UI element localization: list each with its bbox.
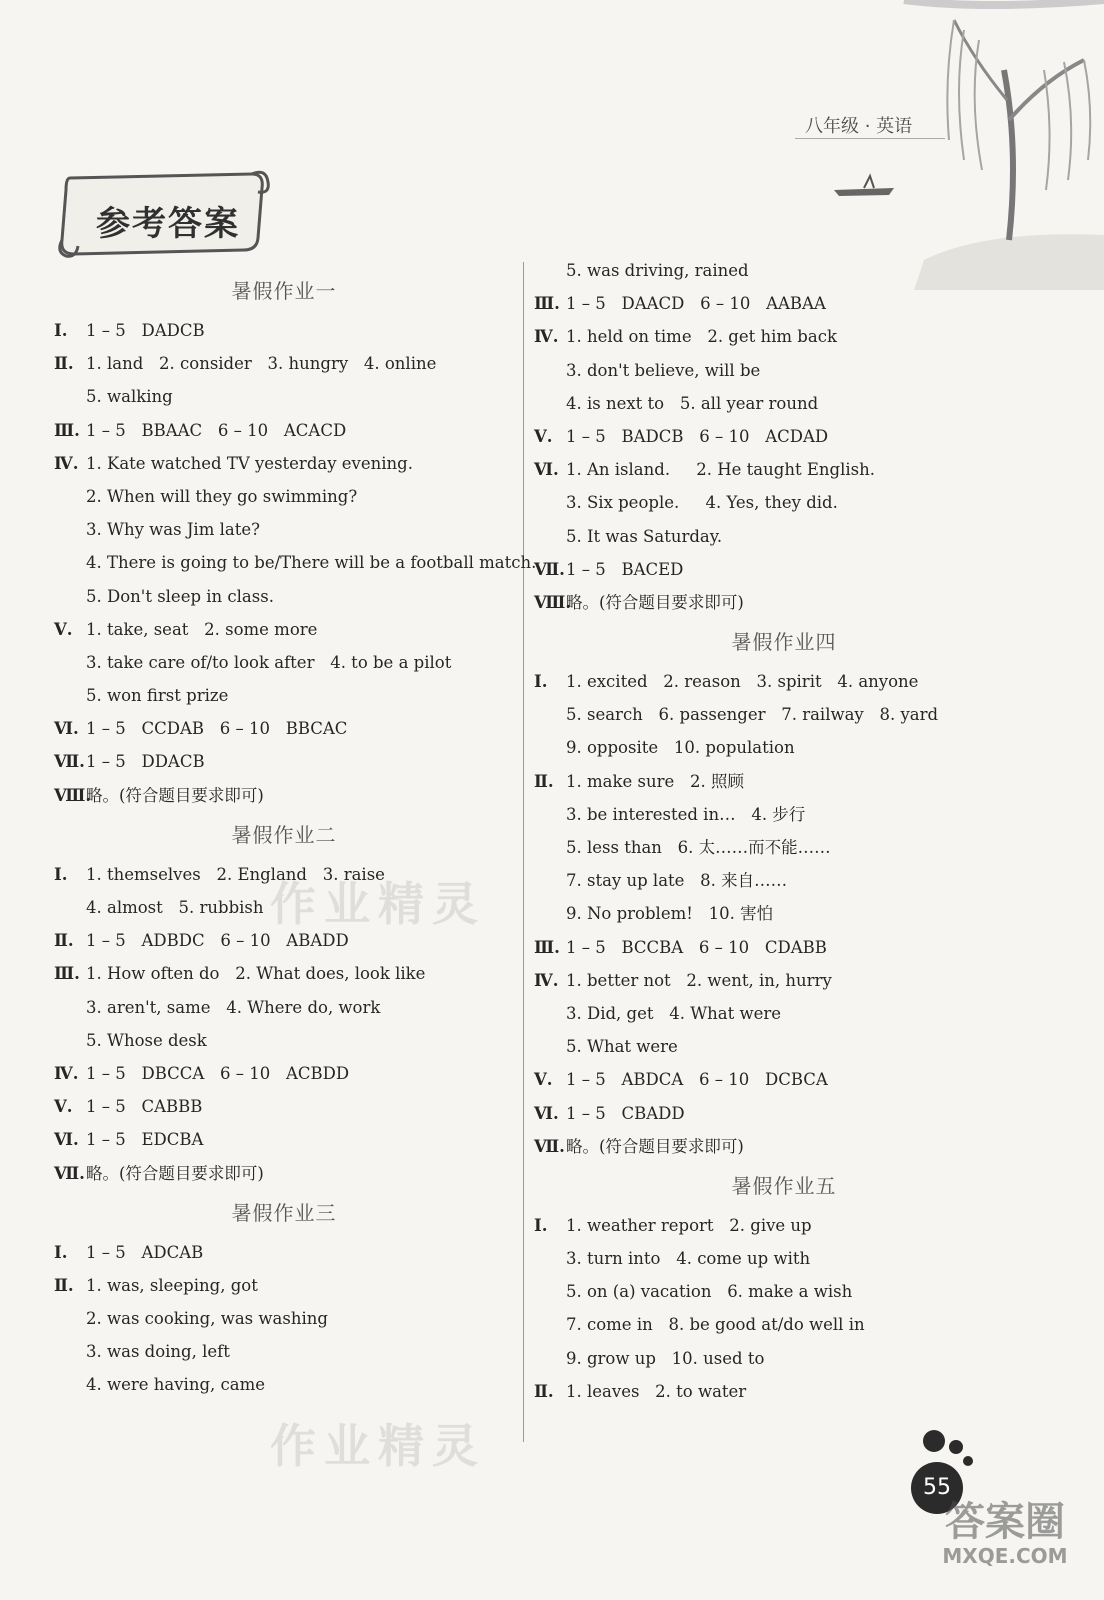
answer-text: 5. search 6. passenger 7. railway 8. yard bbox=[566, 705, 939, 725]
site-watermark bbox=[920, 1500, 1090, 1568]
question-number: Ⅷ. bbox=[534, 592, 572, 612]
answer-text: 4. were having, came bbox=[86, 1375, 266, 1395]
answer-line bbox=[54, 1236, 514, 1269]
watermark-text: 作业精灵 bbox=[270, 1419, 486, 1473]
question-number: Ⅵ. bbox=[534, 460, 559, 480]
question-number: Ⅵ. bbox=[54, 719, 79, 739]
answer-text: 3. be interested in… 4. 步行 bbox=[566, 804, 806, 824]
answer-line bbox=[534, 831, 1034, 864]
question-number: Ⅵ. bbox=[534, 1103, 559, 1123]
answer-text: 9. opposite 10. population bbox=[566, 738, 795, 758]
answer-text: 1 – 5 CABBB bbox=[86, 1097, 203, 1117]
answer-text: 1. take, seat 2. some more bbox=[86, 619, 318, 639]
answer-text: 7. come in 8. be good at/do well in bbox=[566, 1315, 865, 1335]
answer-line bbox=[54, 414, 514, 447]
answer-text: 1 – 5 DBCCA 6 – 10 ACBDD bbox=[86, 1063, 350, 1083]
answer-line bbox=[534, 1342, 1034, 1375]
answer-line bbox=[534, 387, 1034, 420]
answer-text: 1. held on time 2. get him back bbox=[566, 327, 837, 347]
answer-text: 1. make sure 2. 照顾 bbox=[566, 771, 744, 791]
answer-line bbox=[54, 546, 537, 579]
watermark-text: 作业精灵 bbox=[270, 877, 486, 931]
answer-line bbox=[534, 731, 1034, 764]
answer-text: 5. less than 6. 太……而不能…… bbox=[566, 838, 831, 857]
answer-line bbox=[54, 957, 514, 990]
answer-line bbox=[54, 712, 514, 745]
right-answer-column bbox=[534, 254, 1034, 1408]
answer-line bbox=[54, 613, 514, 646]
answer-title-banner bbox=[52, 168, 272, 260]
answer-line bbox=[54, 513, 514, 546]
answer-line bbox=[534, 1275, 1034, 1308]
answer-line bbox=[54, 380, 514, 413]
section-title: 暑假作业三 bbox=[231, 1200, 337, 1225]
question-number: Ⅴ. bbox=[54, 619, 73, 639]
answer-line bbox=[54, 679, 514, 712]
answer-line bbox=[534, 798, 1034, 831]
answer-text: 3. don't believe, will be bbox=[566, 360, 761, 380]
answer-text: 1 – 5 EDCBA bbox=[86, 1130, 204, 1150]
answer-text: 1. themselves 2. England 3. raise bbox=[86, 864, 385, 884]
answer-text: 1 – 5 BACED bbox=[566, 559, 684, 579]
answer-text: 1. weather report 2. give up bbox=[566, 1215, 812, 1235]
answer-text: 1 – 5 BADCB 6 – 10 ACDAD bbox=[566, 426, 829, 446]
answer-line bbox=[54, 447, 514, 480]
answer-line bbox=[534, 1030, 1034, 1063]
answer-line bbox=[54, 314, 514, 347]
answer-line bbox=[534, 320, 1034, 353]
answer-text: 3. Did, get 4. What were bbox=[566, 1003, 782, 1023]
answer-text: 1 – 5 ABDCA 6 – 10 DCBCA bbox=[566, 1070, 828, 1090]
answer-line bbox=[534, 931, 1034, 964]
answer-text: 1 – 5 DDACB bbox=[86, 752, 205, 772]
answer-text: 4. is next to 5. all year round bbox=[566, 393, 819, 413]
question-number: Ⅱ. bbox=[534, 771, 554, 791]
left-answer-column bbox=[54, 268, 537, 1402]
question-number: Ⅳ. bbox=[534, 970, 559, 990]
answer-text: 略。(符合题目要求即可) bbox=[86, 1163, 264, 1183]
site-watermark-name: 答案圈 bbox=[945, 1499, 1065, 1545]
answer-line bbox=[534, 520, 1034, 553]
question-number: Ⅵ. bbox=[54, 1130, 79, 1150]
question-number: Ⅲ. bbox=[54, 420, 80, 440]
answer-line bbox=[534, 698, 1034, 731]
answer-text: 4. There is going to be/There will be a football match. bbox=[86, 553, 537, 573]
column-divider bbox=[523, 262, 524, 1442]
answer-text: 略。(符合题目要求即可) bbox=[566, 592, 744, 612]
ink-landscape-illustration bbox=[804, 0, 1104, 290]
page-number: 55 bbox=[911, 1462, 963, 1514]
answer-text: 3. was doing, left bbox=[86, 1342, 230, 1362]
answer-text: 1. was, sleeping, got bbox=[86, 1275, 258, 1295]
question-number: Ⅶ. bbox=[54, 752, 85, 772]
question-number: Ⅴ. bbox=[534, 1070, 553, 1090]
grade-subject-label: 八年级 · 英语 bbox=[805, 116, 913, 137]
section-title: 暑假作业五 bbox=[731, 1173, 837, 1198]
answer-text: 略。(符合题目要求即可) bbox=[566, 1136, 744, 1156]
answer-text: 5. was driving, rained bbox=[566, 261, 749, 280]
answer-line bbox=[54, 1024, 514, 1057]
question-number: Ⅴ. bbox=[54, 1097, 73, 1117]
question-number: Ⅰ. bbox=[54, 1242, 68, 1262]
answer-line bbox=[534, 453, 1034, 486]
answer-line bbox=[534, 997, 1034, 1030]
answer-line bbox=[534, 765, 1034, 798]
decorative-dot bbox=[963, 1456, 973, 1466]
answer-text: 1. excited 2. reason 3. spirit 4. anyone bbox=[566, 672, 919, 692]
answer-line bbox=[534, 1097, 1034, 1130]
answer-text: 5. It was Saturday. bbox=[566, 526, 723, 546]
answer-line bbox=[534, 1130, 1034, 1163]
answer-text: 略。(符合题目要求即可) bbox=[86, 785, 264, 805]
answer-text: 3. take care of/to look after 4. to be a pilot bbox=[86, 652, 452, 672]
answer-text: 1 – 5 CCDAB 6 – 10 BBCAC bbox=[86, 719, 348, 739]
question-number: Ⅷ. bbox=[54, 785, 92, 805]
question-number: Ⅶ. bbox=[534, 1136, 565, 1156]
answer-text: 1. land 2. consider 3. hungry 4. online bbox=[86, 354, 437, 374]
section-title: 暑假作业四 bbox=[731, 630, 837, 655]
answer-line bbox=[534, 1242, 1034, 1275]
question-number: Ⅲ. bbox=[534, 937, 560, 957]
answer-text: 5. on (a) vacation 6. make a wish bbox=[566, 1282, 853, 1302]
answer-text: 1. leaves 2. to water bbox=[566, 1381, 747, 1401]
answer-line bbox=[534, 665, 1034, 698]
answer-text: 1 – 5 ADBDC 6 – 10 ABADD bbox=[86, 931, 349, 951]
answer-line bbox=[54, 480, 514, 513]
answer-line bbox=[534, 964, 1034, 997]
answer-line bbox=[534, 254, 1034, 287]
question-number: Ⅳ. bbox=[534, 327, 559, 347]
answer-line bbox=[54, 347, 514, 380]
answer-line bbox=[54, 991, 514, 1024]
decorative-dot bbox=[949, 1440, 963, 1454]
answer-line bbox=[534, 553, 1034, 586]
answer-line bbox=[534, 586, 1034, 619]
question-number: Ⅱ. bbox=[54, 931, 74, 951]
answer-text: 1 – 5 DAACD 6 – 10 AABAA bbox=[566, 294, 826, 314]
question-number: Ⅱ. bbox=[54, 1275, 74, 1295]
answer-text: 5. won first prize bbox=[86, 686, 229, 706]
answer-text: 5. Don't sleep in class. bbox=[86, 586, 274, 606]
answer-text: 1 – 5 BCCBA 6 – 10 CDABB bbox=[566, 937, 827, 957]
question-number: Ⅰ. bbox=[534, 1215, 548, 1235]
header-divider bbox=[795, 138, 945, 139]
answer-text: 1. An island. 2. He taught English. bbox=[566, 460, 875, 480]
answer-text: 7. stay up late 8. 来自…… bbox=[566, 871, 788, 891]
answer-line bbox=[534, 1063, 1034, 1096]
decorative-dot bbox=[923, 1430, 945, 1452]
answer-text: 1 – 5 DADCB bbox=[86, 321, 205, 340]
question-number: Ⅳ. bbox=[54, 1063, 79, 1083]
question-number: Ⅶ. bbox=[54, 1163, 85, 1183]
answer-text: 5. Whose desk bbox=[86, 1030, 207, 1050]
answer-line bbox=[54, 580, 514, 613]
question-number: Ⅰ. bbox=[534, 672, 548, 692]
answer-line bbox=[534, 287, 1034, 320]
question-number: Ⅰ. bbox=[54, 321, 68, 340]
section-title: 暑假作业二 bbox=[231, 822, 337, 847]
answer-text: 1. better not 2. went, in, hurry bbox=[566, 970, 832, 990]
answer-text: 9. grow up 10. used to bbox=[566, 1348, 765, 1368]
answer-line bbox=[54, 646, 514, 679]
answer-line bbox=[534, 897, 1034, 930]
answer-line bbox=[534, 420, 1034, 453]
question-number: Ⅲ. bbox=[534, 294, 560, 314]
answer-text: 3. aren't, same 4. Where do, work bbox=[86, 997, 381, 1017]
site-watermark-url: MXQE.COM bbox=[942, 1544, 1068, 1568]
answer-line bbox=[54, 1302, 514, 1335]
answer-text: 2. was cooking, was washing bbox=[86, 1309, 328, 1329]
question-number: Ⅶ. bbox=[534, 559, 565, 579]
answer-text: 2. When will they go swimming? bbox=[86, 486, 358, 506]
answer-line bbox=[54, 779, 514, 812]
answer-line bbox=[54, 1269, 514, 1302]
answer-text: 1. How often do 2. What does, look like bbox=[86, 964, 426, 984]
answer-line bbox=[534, 1308, 1034, 1341]
question-number: Ⅴ. bbox=[534, 426, 553, 446]
answer-text: 1. Kate watched TV yesterday evening. bbox=[86, 453, 413, 473]
answer-line bbox=[54, 1057, 514, 1090]
answer-text: 4. almost 5. rubbish bbox=[86, 898, 264, 917]
answer-text: 5. What were bbox=[566, 1037, 678, 1057]
answer-text: 3. Why was Jim late? bbox=[86, 520, 260, 540]
answer-line bbox=[534, 1375, 1034, 1408]
answer-text: 3. turn into 4. come up with bbox=[566, 1249, 811, 1269]
answer-line bbox=[534, 1209, 1034, 1242]
answer-text: 9. No problem! 10. 害怕 bbox=[566, 904, 774, 924]
answer-line bbox=[54, 1123, 514, 1156]
answer-line bbox=[54, 1090, 514, 1123]
answer-line bbox=[54, 1157, 514, 1190]
answer-title: 参考答案 bbox=[96, 204, 240, 244]
answer-line bbox=[534, 354, 1034, 387]
question-number: Ⅲ. bbox=[54, 964, 80, 984]
answer-text: 1 – 5 ADCAB bbox=[86, 1242, 204, 1262]
answer-line bbox=[534, 486, 1034, 519]
section-title: 暑假作业一 bbox=[231, 279, 337, 303]
answer-text: 1 – 5 CBADD bbox=[566, 1103, 685, 1123]
answer-text: 3. Six people. 4. Yes, they did. bbox=[566, 493, 838, 513]
question-number: Ⅱ. bbox=[534, 1381, 554, 1401]
question-number: Ⅱ. bbox=[54, 354, 74, 374]
answer-text: 1 – 5 BBAAC 6 – 10 ACACD bbox=[86, 420, 347, 440]
answer-line bbox=[54, 1335, 514, 1368]
answer-line bbox=[54, 745, 514, 778]
question-number: Ⅳ. bbox=[54, 453, 79, 473]
answer-line bbox=[534, 864, 1034, 897]
answer-line bbox=[54, 1368, 514, 1401]
answer-text: 5. walking bbox=[86, 387, 173, 407]
question-number: Ⅰ. bbox=[54, 864, 68, 884]
